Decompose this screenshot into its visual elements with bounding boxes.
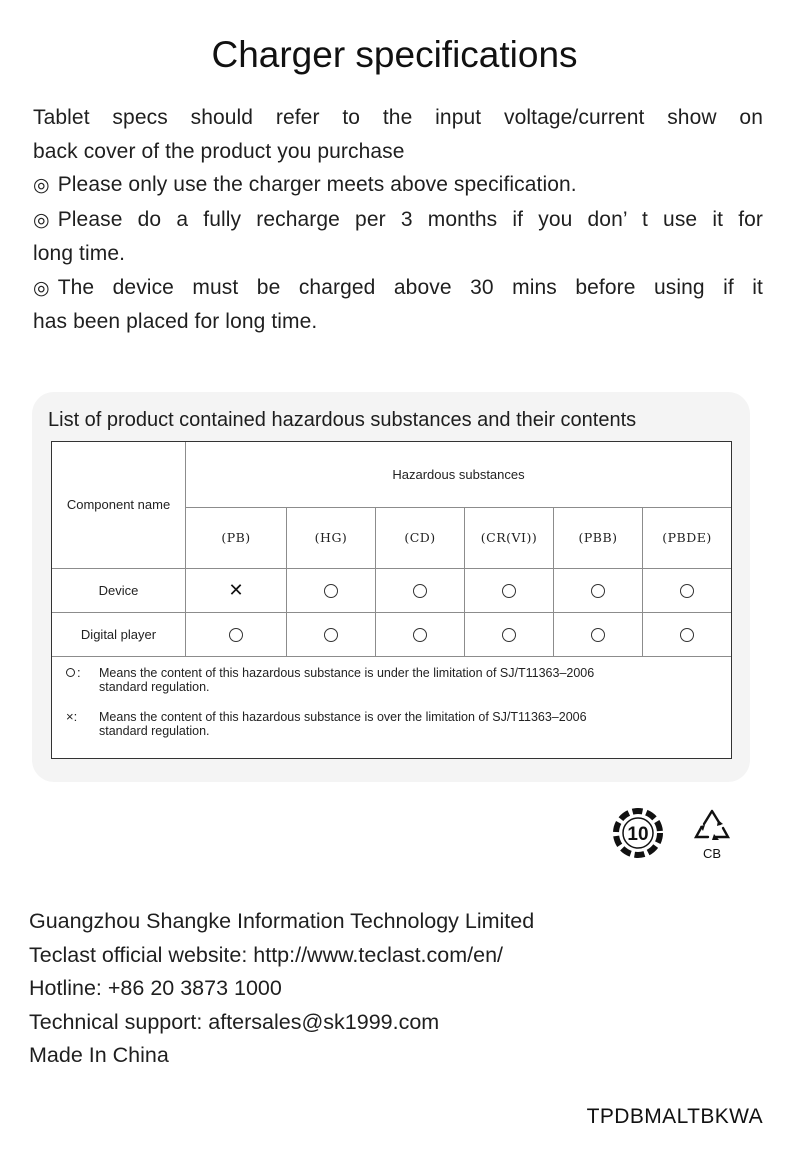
substance-header: (PBDE) [643,507,732,568]
origin-line: Made In China [29,1043,169,1068]
bullet-charge-time [33,271,763,306]
bullet-icon: ◎ [33,209,50,231]
mark-cell [554,568,643,612]
bullet-icon: ◎ [33,277,50,299]
intro-line-2: back cover of the product you purchase [33,139,405,163]
mark-cell [287,568,376,612]
certification-logos [612,804,742,864]
mark-cell [643,612,732,656]
mark-cell [287,612,376,656]
legend-exceeds-text: Means the content of this hazardous substance is over the limitation of SJ/T11363–2006 [99,710,587,724]
bullet-recharge-text: Please do a fully recharge per 3 months if you don’ t use it for [57,207,763,231]
hazard-table-caption: List of product contained hazardous substances and their contents [48,409,637,431]
within-limit-mark [680,628,694,642]
within-limit-mark [591,628,605,642]
within-limit-mark [502,628,516,642]
within-limit-mark [324,584,338,598]
legend-within-text: Means the content of this hazardous substance is under the limitation of SJ/T11363–2006 [99,666,595,680]
within-limit-mark [229,628,243,642]
bullet-charger [33,168,763,203]
support-line: Technical support: aftersales@sk1999.com [29,1009,440,1034]
mark-cell [465,612,554,656]
mark-cell [465,568,554,612]
within-limit-mark [324,628,338,642]
intro-line-1: Tablet specs should refer to the input voltage/current show on [33,106,763,129]
within-limit-mark [502,584,516,598]
bullet-charge-time-cont: has been placed for long time. [33,310,318,333]
legend-exceeds-limit [66,710,716,738]
cb-label: CB [702,846,722,861]
hazard-table [52,442,731,657]
company-info [29,905,729,1073]
bullet-recharge-cont: long time. [33,242,126,265]
legend-cross-symbol: ×: [66,709,78,724]
bullet-recharge [33,203,763,238]
bullet-charge-time-text: The device must be charged above 30 mins before using if it [57,275,763,299]
recycle-icon [692,807,732,845]
mark-cell [376,568,465,612]
exceeds-mark: ✕ [228,580,244,600]
within-limit-mark [413,628,427,642]
page-title: Charger specifications [211,34,578,75]
hazard-group-header: Hazardous substances [186,442,732,507]
document-code: TPDBMALTBKWA [586,1105,763,1128]
row-name: Device [52,568,186,612]
legend-within-limit [66,666,716,694]
legend-within-text-cont: standard regulation. [99,680,210,694]
legend-exceeds-text-cont: standard regulation. [99,724,210,738]
environment-protection-use-period-icon [612,808,664,858]
within-limit-mark [413,584,427,598]
substance-header: (CD) [376,507,465,568]
mark-cell [186,568,287,612]
mark-cell [186,612,287,656]
hazard-table-box [51,441,732,759]
substance-header: (PBB) [554,507,643,568]
circle-icon [66,668,75,677]
substance-header: (CR(VI)) [465,507,554,568]
website-line: Teclast official website: http://www.teclast.com/en/ [29,942,503,967]
substance-header: (HG) [287,507,376,568]
row-name: Digital player [52,612,186,656]
mark-cell [643,568,732,612]
within-limit-mark [591,584,605,598]
bullet-icon: ◎ [33,175,50,196]
substance-header: (PB) [186,507,287,568]
component-header: Component name [52,442,186,568]
hotline-line: Hotline: +86 20 3873 1000 [29,976,282,1001]
table-row [52,612,731,656]
mark-cell [376,612,465,656]
legend-circle-symbol: : [66,666,81,680]
within-limit-mark [680,584,694,598]
bullet-charger-text: Please only use the charger meets above specification. [57,173,577,196]
table-row [52,568,731,612]
mark-cell [554,612,643,656]
hazard-legend [66,666,716,754]
company-name: Guangzhou Shangke Information Technology Limited [29,909,535,933]
epup-number: 10 [627,824,649,845]
intro-text [33,101,763,339]
